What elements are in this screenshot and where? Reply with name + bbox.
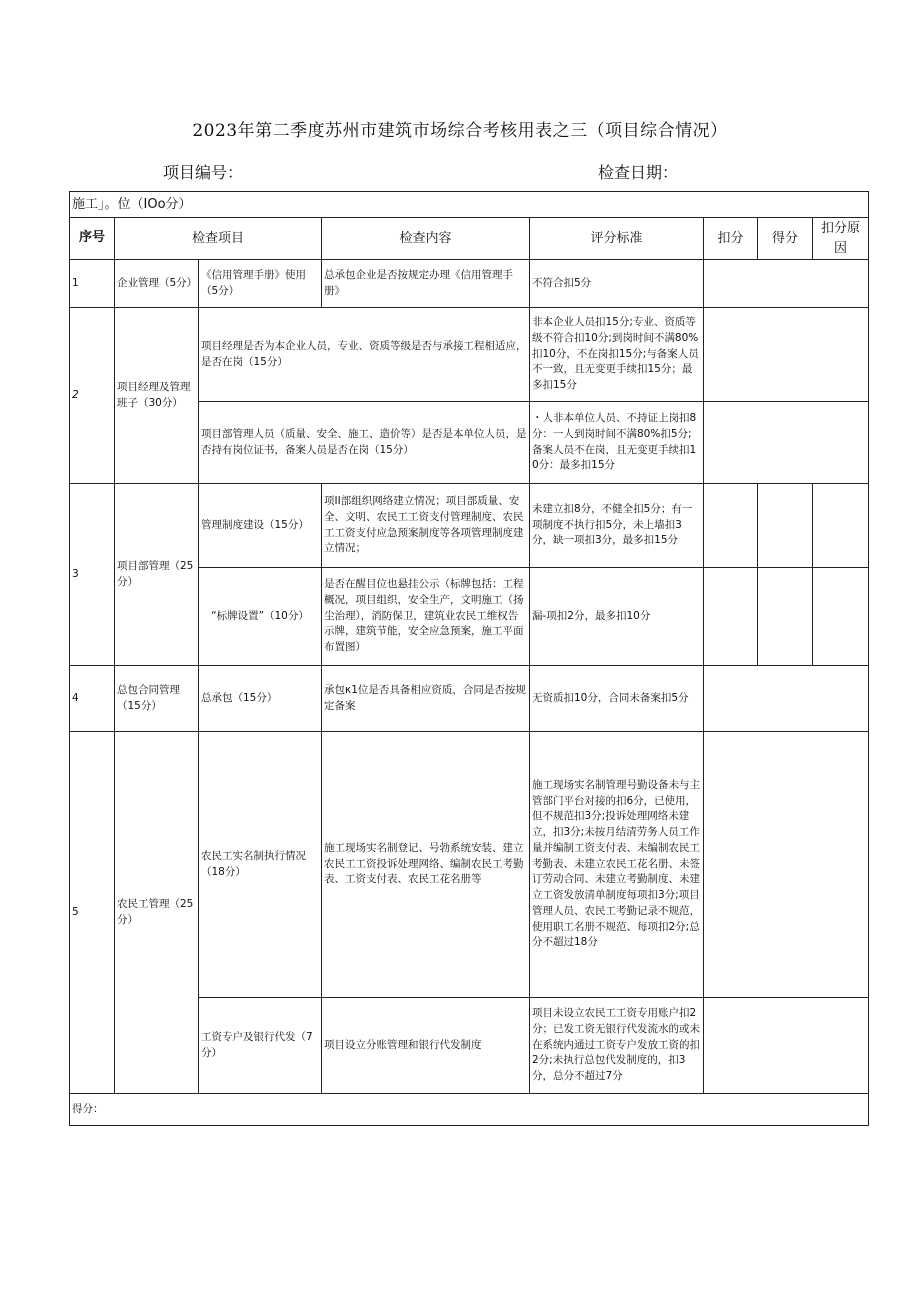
- row-content: 项目设立分账管理和银行代发制度: [322, 998, 530, 1094]
- document-title: 2023年第二季度苏州市建筑市场综合考核用表之三（项目综合情况）: [192, 121, 728, 141]
- table-row: [70, 260, 869, 308]
- row-item: 农民工实名制执行情况（18分）: [199, 732, 322, 998]
- row-item: 工资专户及银行代发（7分）: [199, 998, 322, 1094]
- header-standard: 评分标准: [530, 218, 704, 260]
- total-score-row: 得分：: [70, 1094, 869, 1126]
- row-standard: 漏-项扣2分，最多扣10分: [530, 568, 704, 666]
- header-seq: 序号: [70, 218, 115, 260]
- assessment-table: [69, 191, 869, 1126]
- row-standard: ・人非本单位人员、不持证上岗扣8分：一人到岗时间不满80%扣5分;备案人员不在岗，且无变更手续扣10分：最多扣15分: [530, 402, 704, 484]
- row-deduct-cell: [704, 484, 758, 568]
- row-standard: 施工现场实名制管理号勤设备未与主管部门平台对接的扣6分，已使用，但不规范扣3分;投诉处理网络未建立，扣3分;未按月结清劳务人员工作量并编制工资支付表、未编制农民工考勤表、未建立农民工花名册、未签订劳动合同、未建立考勤制度、未建立工资发放清单制度每项扣3分;项目管理人员、农民工考勤记录不规范，使用职工名册不规范、每项扣2分;总分不超过18分: [530, 732, 704, 998]
- row-score-cell: [758, 568, 813, 666]
- row-category: 总包合同管理（15分）: [115, 666, 199, 732]
- row-seq: 3: [70, 484, 115, 666]
- row-standard: 未建立扣8分，不健全扣5分；有一项制度不执行扣5分，未上墙扣3分，缺一项扣3分，最多扣15分: [530, 484, 704, 568]
- row-score-area: [704, 308, 869, 402]
- row-score-area: [704, 402, 869, 484]
- row-category: 企业管理（5分）: [115, 260, 199, 308]
- row-category: 农民工管理（25分）: [115, 732, 199, 1094]
- header-deduct: 扣分: [704, 218, 758, 260]
- row-standard: 无资质扣10分，合同未备案扣5分: [530, 666, 704, 732]
- row-content: 项目部管理人员（质量、安全、施工、造价等）是否是本单位人员，是否持有岗位证书，备案人员是否在岗（15分）: [199, 402, 530, 484]
- row-seq: 4: [70, 666, 115, 732]
- row-score-area: [704, 666, 869, 732]
- table-row: [70, 484, 869, 568]
- project-number-label: 项目编号：: [163, 163, 244, 182]
- row-deduct-cell: [704, 568, 758, 666]
- header-content: 检查内容: [322, 218, 530, 260]
- row-seq: 2: [70, 308, 115, 484]
- row-score-cell: [758, 484, 813, 568]
- row-reason-cell: [813, 568, 869, 666]
- row-content: 总承包企业是否按规定办理《信用管理手册》: [322, 260, 530, 308]
- row-seq: 5: [70, 732, 115, 1094]
- row-score-area: [704, 998, 869, 1094]
- row-item: 管理制度建设（15分）: [199, 484, 322, 568]
- table-row: [70, 732, 869, 998]
- row-standard: 不符合扣5分: [530, 260, 704, 308]
- row-score-area: [704, 260, 869, 308]
- row-category: 项目部管理（25分）: [115, 484, 199, 666]
- table-row: [70, 308, 869, 402]
- row-item: “标牌设置”（10分）: [199, 568, 322, 666]
- row-content: 施工现场实名制登记、号勃系统安装、建立农民工工资投诉处理网络、编制农民工考勤表、工资支付表、农民工花名册等: [322, 732, 530, 998]
- row-standard: 项目未设立农民工工资专用账户扣2分；已发工资无银行代发流水的或未在系统内通过工资专户发放工资的扣2分;未执行总包代发制度的，扣3分，总分不超过7分: [530, 998, 704, 1094]
- row-content: 项目经理是否为本企业人员，专业、资质等级是否与承接工程相适应，是否在岗（15分）: [199, 308, 530, 402]
- header-score: 得分: [758, 218, 813, 260]
- table-row: [70, 666, 869, 732]
- header-reason: 扣分原因: [813, 218, 869, 260]
- row-reason-cell: [813, 484, 869, 568]
- row-score-area: [704, 732, 869, 998]
- row-content: 承包κ1位是否具备相应资质，合同是否按规定备案: [322, 666, 530, 732]
- row-seq: 1: [70, 260, 115, 308]
- row-item: 总承包（15分）: [199, 666, 322, 732]
- header-item: 检查项目: [115, 218, 322, 260]
- check-date-label: 检查日期：: [598, 163, 679, 182]
- row-item: 《信用管理手册》使用（5分）: [199, 260, 322, 308]
- row-content: 是否在醒目位也悬挂公示（标牌包括：工程概况，项目组织，安全生产，文明施工（扬尘治理），消防保卫，建筑业农民工维权告示牌，建筑节能，安全应急预案，施工平面布置图）: [322, 568, 530, 666]
- construction-unit-row: 施工」。位（IOo分）: [70, 192, 869, 218]
- row-standard: 非本企业人员扣15分;专业、资质等级不符合扣10分;到岗时间不满80%扣10分，不在岗扣15分;与备案人员不一致，且无变更手续扣15分；最多扣15分: [530, 308, 704, 402]
- row-category: 项目经理及管理班子（30分）: [115, 308, 199, 484]
- row-content: 项II部组织网络建立情况；项目部质量、安全、文明、农民工工资支付管理制度、农民工工资支付应急预案制度等各项管理制度建立情况；: [322, 484, 530, 568]
